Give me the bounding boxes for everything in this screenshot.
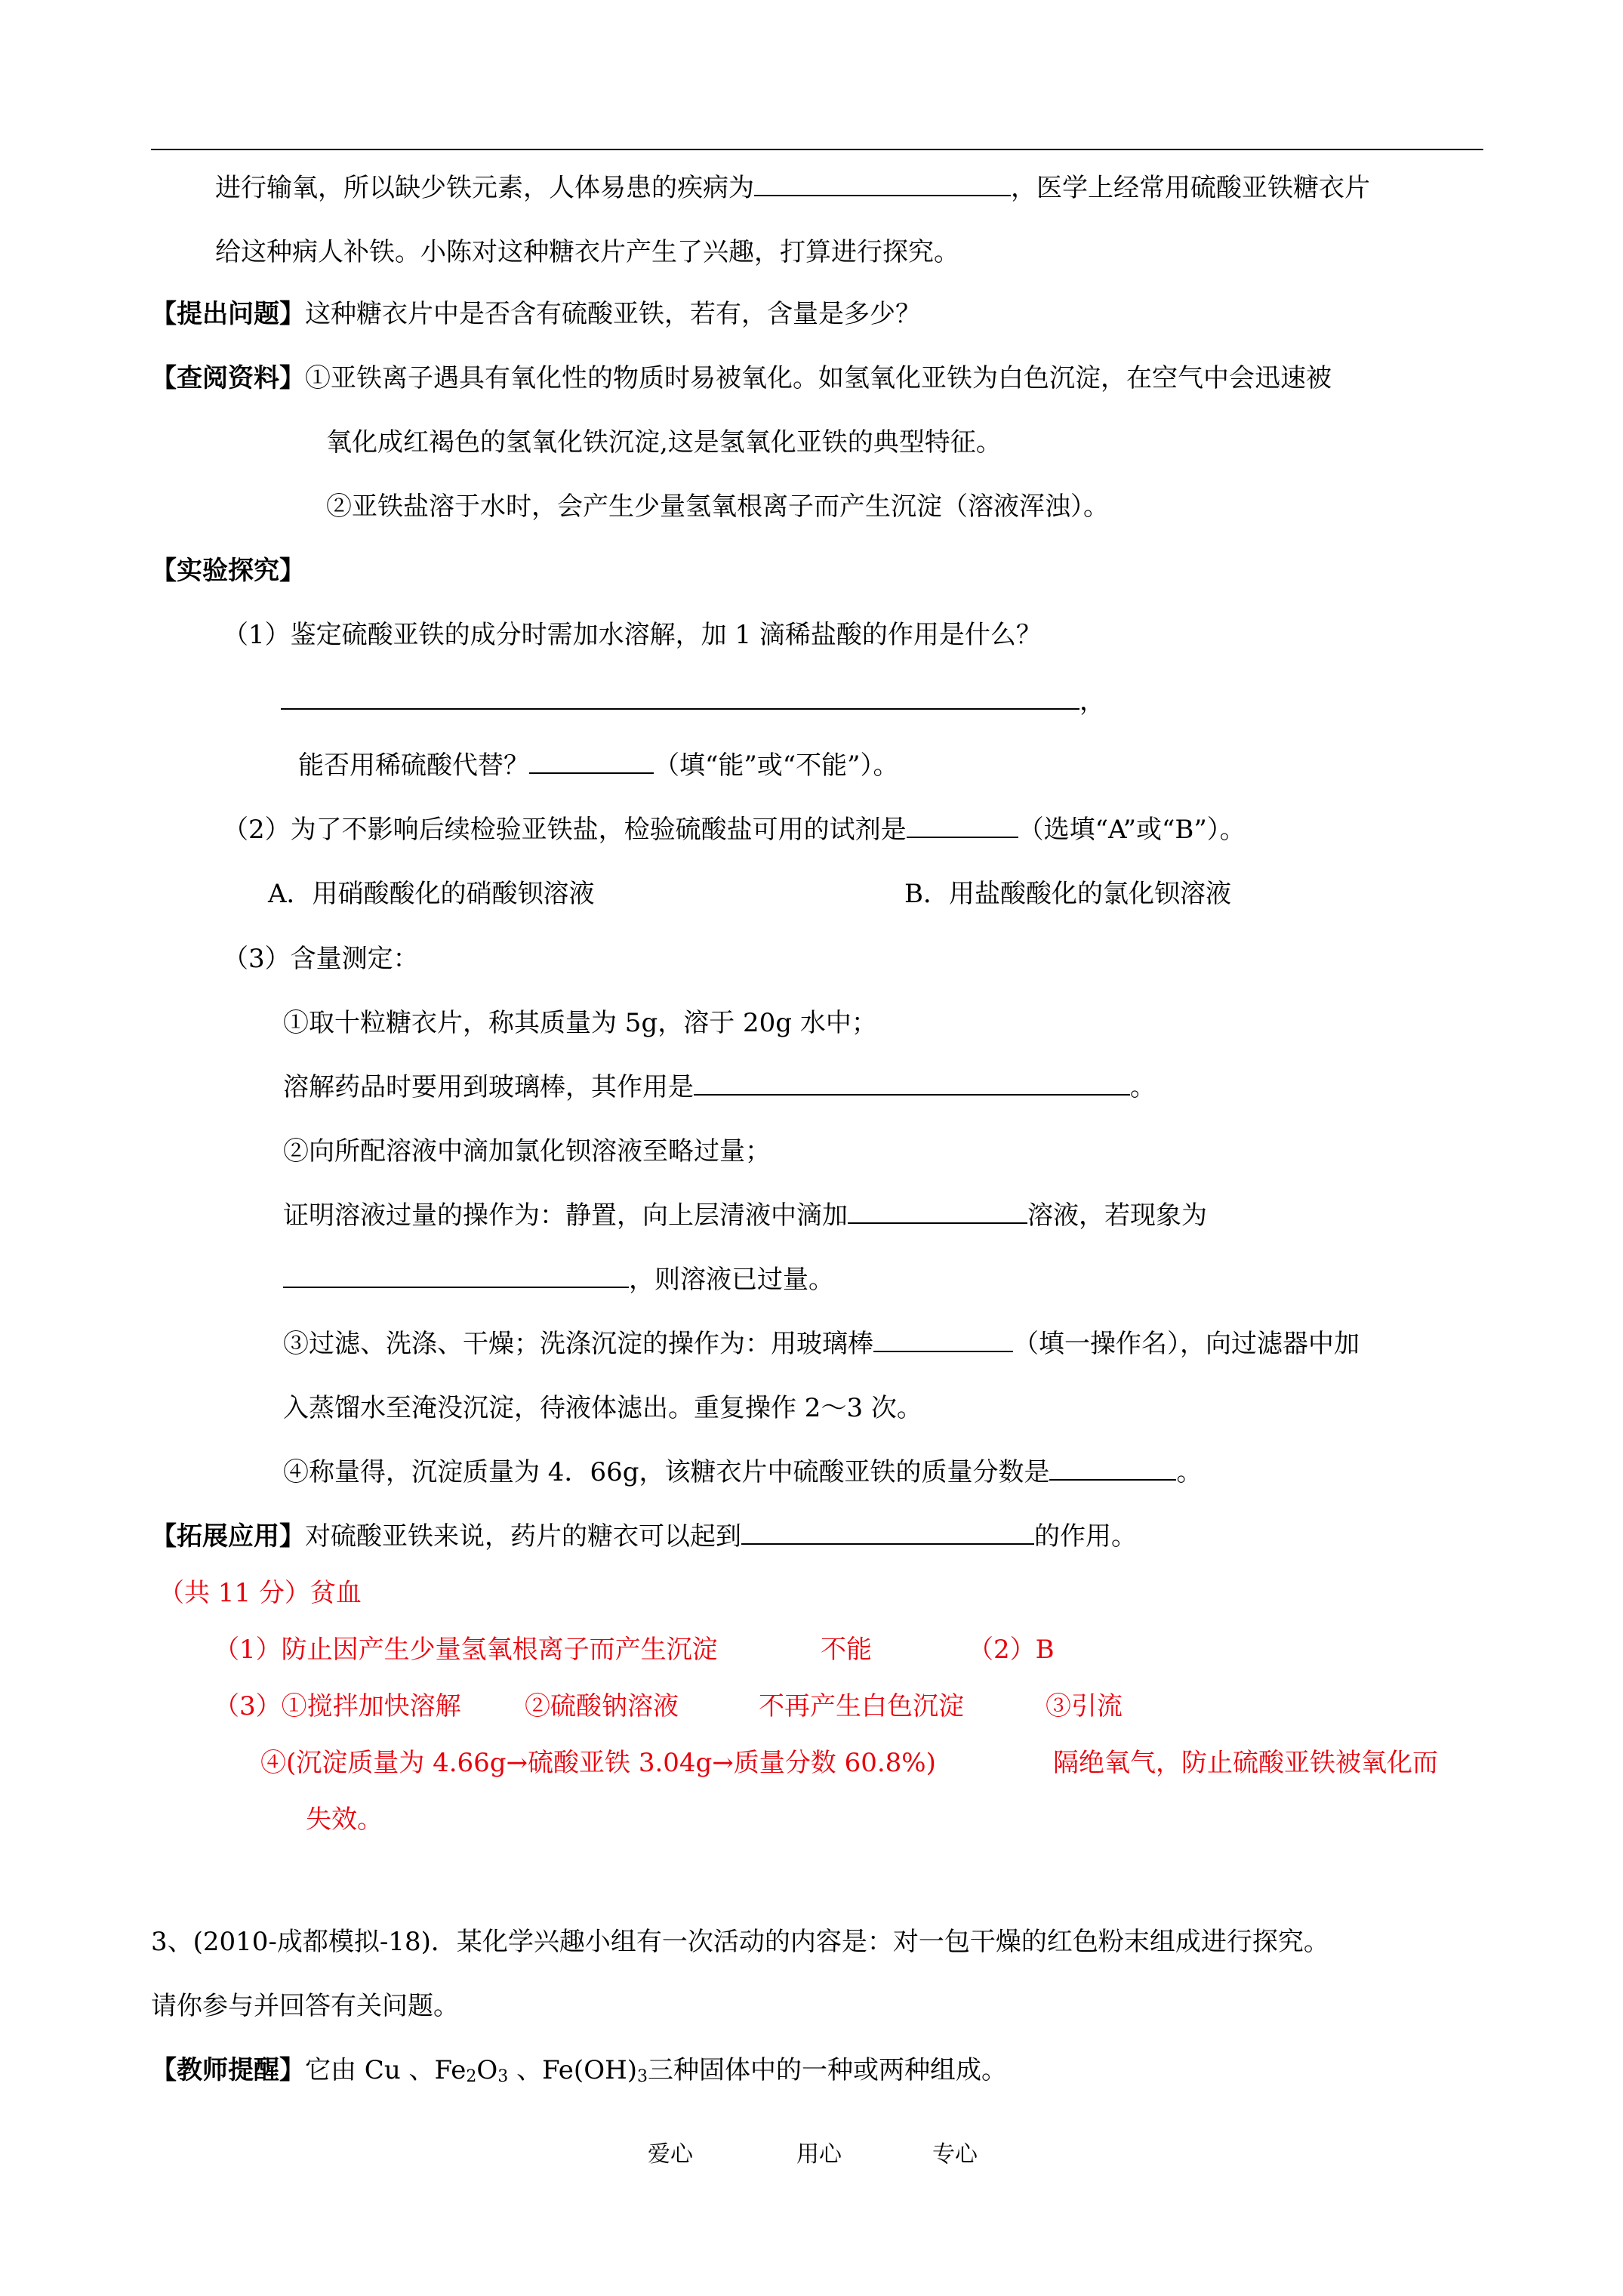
text-line xyxy=(151,297,921,331)
answer-blank[interactable] xyxy=(281,686,1079,710)
text-line xyxy=(283,1456,1202,1489)
text-line xyxy=(283,1071,1156,1104)
answer-item: 不能 xyxy=(821,1635,872,1665)
text-line: ②亚铁盐溶于水时，会产生少量氢氧根离子而产生沉淀（溶液浑浊）。 xyxy=(326,492,1109,522)
text-line xyxy=(151,2054,1007,2087)
answer-line: （3）①搅拌加快溶解 xyxy=(214,1691,461,1721)
text: 溶解药品时要用到玻璃棒，其作用是 xyxy=(283,1072,694,1102)
text-line: 入蒸馏水至淹没沉淀，待液体滤出。重复操作 2～3 次。 xyxy=(283,1393,922,1423)
answer-line: 失效。 xyxy=(306,1804,383,1835)
option-b: B．用盐酸酸化的氯化钡溶液 xyxy=(904,879,1231,909)
answer-blank[interactable] xyxy=(848,1200,1027,1224)
answer-line: ④(沉淀质量为 4.66g→硫酸亚铁 3.04g→质量分数 60.8%) xyxy=(260,1748,936,1778)
text-line: ①取十粒糖衣片，称其质量为 5g，溶于 20g 水中； xyxy=(283,1008,877,1038)
text: 对硫酸亚铁来说，药片的糖衣可以起到 xyxy=(305,1521,741,1552)
text-line xyxy=(283,1199,1207,1232)
text-line xyxy=(223,813,1246,846)
text: （填“能”或“不能”）。 xyxy=(654,750,899,781)
answer-blank[interactable] xyxy=(694,1071,1130,1096)
text: 能否用稀硫酸代替？ xyxy=(298,750,529,781)
answer-line: （1）防止因产生少量氢氧根离子而产生沉淀 xyxy=(214,1635,718,1665)
answer-blank[interactable] xyxy=(529,750,654,774)
text-line xyxy=(298,749,899,782)
text: ④称量得，沉淀质量为 4．66g，该糖衣片中硫酸亚铁的质量分数是 xyxy=(283,1457,1050,1487)
subscript: 3 xyxy=(636,2067,648,2086)
text: 、Fe(OH) xyxy=(508,2055,637,2085)
section-heading: 【实验探究】 xyxy=(151,556,305,586)
text: （填一操作名），向过滤器中加 xyxy=(1013,1329,1360,1359)
text: 进行输氧，所以缺少铁元素，人体易患的疾病为 xyxy=(215,173,754,203)
section-heading: 【提出问题】 xyxy=(151,299,305,329)
text-line xyxy=(215,171,1370,205)
text: ，则溶液已过量。 xyxy=(629,1265,834,1295)
answer-item: 不再产生白色沉淀 xyxy=(759,1691,964,1721)
text-line: 请你参与并回答有关问题。 xyxy=(151,1991,459,2021)
text-line xyxy=(151,362,1332,395)
text: ， xyxy=(1079,686,1105,717)
text: （2）为了不影响后续检验亚铁盐，检验硫酸盐可用的试剂是 xyxy=(223,815,907,845)
footer-text: 用心 xyxy=(796,2141,842,2168)
text: 证明溶液过量的操作为：静置，向上层清液中滴加 xyxy=(283,1200,848,1231)
text-line: 3、(2010-成都模拟-18)．某化学兴趣小组有一次活动的内容是：对一包干燥的红色粉末组成进行探究。 xyxy=(151,1927,1329,1957)
answer-blank[interactable] xyxy=(283,1264,629,1288)
text-line: 给这种病人补铁。小陈对这种糖衣片产生了兴趣，打算进行探究。 xyxy=(215,237,959,267)
answer-item: ②硫酸钠溶液 xyxy=(525,1691,679,1721)
text-line: ②向所配溶液中滴加氯化钡溶液至略过量； xyxy=(283,1136,771,1166)
text: 。 xyxy=(1130,1072,1156,1102)
section-heading: 【教师提醒】 xyxy=(151,2055,305,2085)
subscript: 3 xyxy=(497,2067,509,2086)
answer-blank[interactable] xyxy=(907,814,1018,838)
text: 这种糖衣片中是否含有硫酸亚铁，若有，含量是多少？ xyxy=(305,299,921,329)
text-line: （1）鉴定硫酸亚铁的成分时需加水溶解，加 1 滴稀盐酸的作用是什么？ xyxy=(223,620,1042,650)
subscript: 2 xyxy=(466,2067,477,2086)
text-line xyxy=(281,685,1105,718)
footer-text: 专心 xyxy=(932,2141,978,2168)
text: ，医学上经常用硫酸亚铁糖衣片 xyxy=(1011,173,1370,203)
text: ③过滤、洗涤、干燥；洗涤沉淀的操作为：用玻璃棒 xyxy=(283,1329,873,1359)
text: 的作用。 xyxy=(1034,1521,1137,1552)
text-line xyxy=(283,1263,834,1296)
option-a: A．用硝酸酸化的硝酸钡溶液 xyxy=(268,879,595,909)
answer-item: （2）B xyxy=(968,1635,1055,1665)
answer-item: ③引流 xyxy=(1046,1691,1123,1721)
header-rule xyxy=(151,149,1483,150)
footer-text: 爱心 xyxy=(648,2141,693,2168)
section-heading: 【拓展应用】 xyxy=(151,1521,305,1552)
text-line: （3）含量测定： xyxy=(223,944,419,974)
section-heading: 【查阅资料】 xyxy=(151,363,305,393)
text: 。 xyxy=(1176,1457,1203,1487)
text: 溶液，若现象为 xyxy=(1027,1200,1207,1231)
answer-item: 隔绝氧气，防止硫酸亚铁被氧化而 xyxy=(1053,1748,1438,1778)
text-line xyxy=(151,1520,1137,1553)
text-line xyxy=(283,1327,1360,1361)
answer-blank[interactable] xyxy=(873,1328,1013,1352)
text: 它由 Cu 、Fe xyxy=(305,2055,467,2085)
text: ①亚铁离子遇具有氧化性的物质时易被氧化。如氢氧化亚铁为白色沉淀，在空气中会迅速被 xyxy=(305,363,1332,393)
answer-blank[interactable] xyxy=(741,1521,1034,1545)
text-line: 氧化成红褐色的氢氧化铁沉淀,这是氢氧化亚铁的典型特征。 xyxy=(326,427,1002,458)
answer-blank[interactable] xyxy=(754,172,1011,196)
answer-score-line: （共 11 分）贫血 xyxy=(159,1578,362,1608)
text: 三种固体中的一种或两种组成。 xyxy=(647,2055,1007,2085)
text: （选填“A”或“B”）。 xyxy=(1018,815,1246,845)
answer-blank[interactable] xyxy=(1049,1456,1176,1481)
text: O xyxy=(476,2055,498,2085)
